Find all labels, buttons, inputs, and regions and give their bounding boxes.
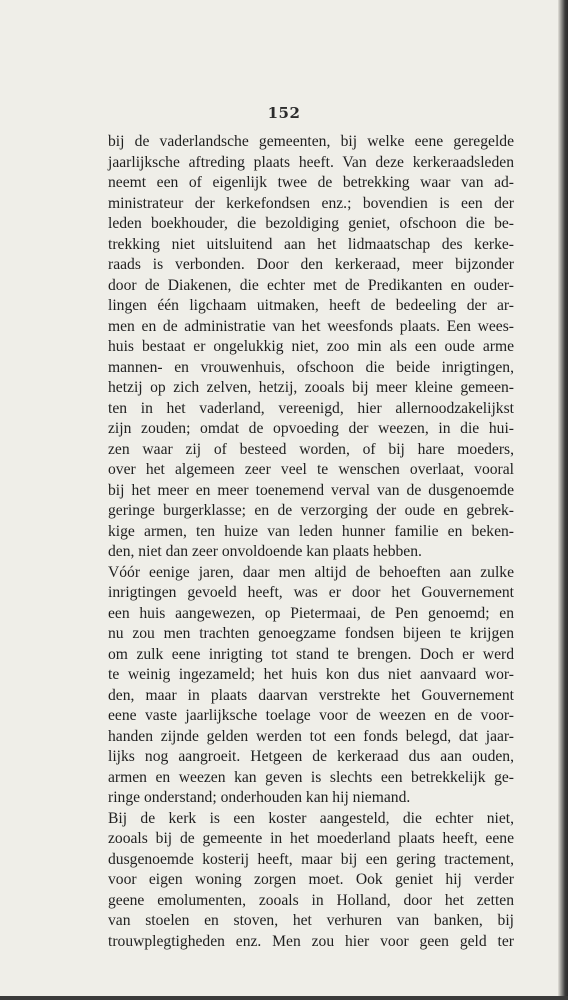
text-line: raads is verbonden. Door den kerkeraad, meer bijzonder: [108, 256, 514, 273]
text-line: hetzij op zich zelven, hetzij, zooals bij meer kleine gemeen-: [108, 379, 514, 396]
text-line: over het algemeen zeer veel te wenschen overlaat, vooral: [108, 461, 514, 478]
text-line: zooals bij de gemeente in het moederland plaats heeft, eene: [108, 830, 514, 847]
text-line: voor eigen woning zorgen moet. Ook geniet hij verder: [108, 871, 514, 888]
text-line: inrigtingen gevoeld heeft, was er door het Gouvernement: [108, 584, 514, 601]
text-line: armen en weezen kan geven is slechts een betrekkelijk ge-: [108, 768, 514, 786]
text-line: te weinig ingezameld; het huis kon dus niet aanvaard wor-: [108, 666, 514, 683]
text-line: door de Diakenen, die echter met de Predikanten en ouder-: [108, 276, 514, 294]
text-line: lijks nog aangroeit. Hetgeen de kerkeraad dus aan ouden,: [108, 748, 514, 765]
text-line: bij de vaderlandsche gemeenten, bij welke eene geregelde: [108, 133, 514, 150]
text-line: lingen één ligchaam uitmaken, heeft de bedeeling der ar-: [108, 297, 514, 314]
text-line: leden boekhouder, die bezoldiging geniet, ofschoon die be-: [108, 215, 514, 232]
text-line: geene emolumenten, zooals in Holland, door het zetten: [108, 891, 514, 909]
text-line: bij het meer en meer toenemend verval van de dusgenoemde: [108, 481, 514, 499]
text-line: geringe burgerklasse; en de verzorging der oude en gebrek-: [108, 502, 514, 519]
text-line: handen zijnde gelden werden tot een fonds belegd, dat jaar-: [108, 727, 514, 745]
page-edge-shadow: [558, 0, 568, 1000]
text-line: om zulk eene inrigting tot stand te brengen. Doch er werd: [108, 645, 514, 663]
text-line: zijn zouden; omdat de opvoeding der weezen, in die hui-: [108, 420, 514, 437]
text-line: ministrateur der kerkefondsen enz.; bovendien is een der: [108, 194, 514, 212]
text-line: ten in het vaderland, vereenigd, hier allernoodzakelijkst: [108, 399, 514, 417]
text-line: den, niet dan zeer onvoldoende kan plaats hebben.: [108, 543, 422, 560]
text-line: eene vaste jaarlijksche toelage voor de weezen en de voor-: [108, 707, 514, 724]
page-number: 152: [267, 104, 301, 122]
page-bottom-edge: [0, 996, 568, 1000]
text-line: van stoelen en stoven, het verhuren van banken, bij: [108, 912, 514, 929]
text-line: nu zou men trachten genoegzame fondsen bijeen te krijgen: [108, 625, 514, 642]
text-line: den, maar in plaats daarvan verstrekte het Gouvernement: [108, 686, 514, 704]
text-line: trekking niet uitsluitend aan het lidmaatschap des kerke-: [108, 235, 514, 253]
text-line: zen waar zij of besteed worden, of bij hare moeders,: [108, 440, 514, 458]
text-line: Vóór eenige jaren, daar men altijd de behoeften aan zulke: [108, 563, 514, 581]
text-line: men en de administratie van het weesfonds plaats. Een wees-: [108, 317, 514, 335]
text-line: een huis aangewezen, op Pietermaai, de Pen genoemd; en: [108, 604, 514, 622]
text-line: dusgenoemde kosterij heeft, maar bij een gering tractement,: [108, 850, 514, 868]
body-text: [108, 132, 514, 952]
text-line: Bij de kerk is een koster aangesteld, die echter niet,: [108, 809, 514, 827]
text-line: kige armen, ten huize van leden hunner familie en beken-: [108, 522, 514, 540]
text-line: jaarlijksche aftreding plaats heeft. Van deze kerkeraadsleden: [108, 153, 514, 171]
text-line: mannen- en vrouwenhuis, ofschoon die beide inrigtingen,: [108, 358, 514, 376]
text-line: huis bestaat er ongelukkig niet, zoo min als een oude arme: [108, 338, 514, 355]
text-line: ringe onderstand; onderhouden kan hij niemand.: [108, 789, 411, 806]
text-line: neemt een of eigenlijk twee de betrekking waar van ad-: [108, 174, 514, 191]
text-line: trouwplegtigheden enz. Men zou hier voor geen geld ter: [108, 932, 514, 950]
